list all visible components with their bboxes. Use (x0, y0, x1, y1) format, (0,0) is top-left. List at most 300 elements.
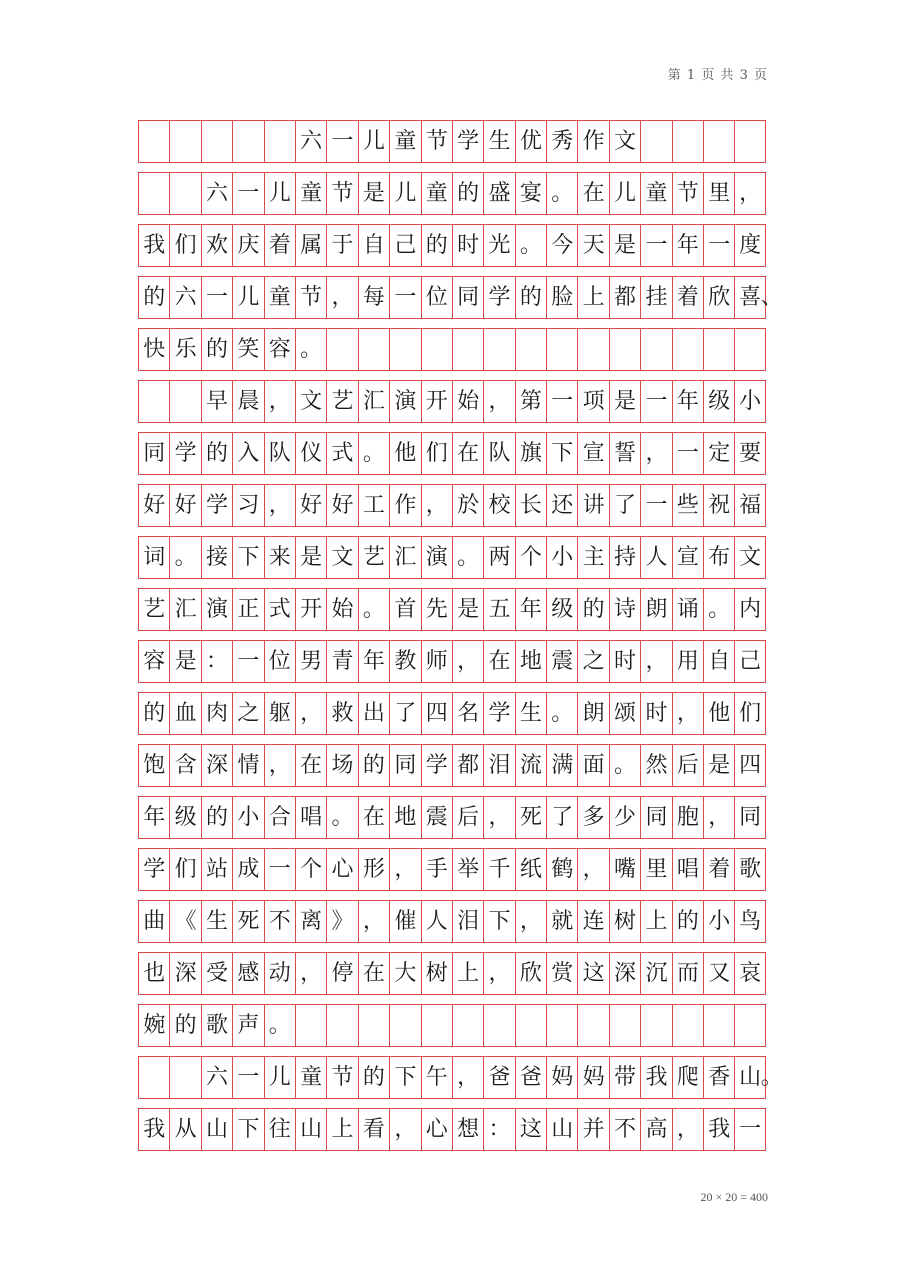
grid-cell: 里 (640, 849, 671, 890)
grid-cell: 式 (264, 589, 295, 630)
grid-cell: 同 (452, 277, 483, 318)
grid-cell: 笑 (232, 329, 263, 370)
grid-cell: 血 (169, 693, 200, 734)
grid-cell: 今 (546, 225, 577, 266)
grid-cell: 想 (452, 1109, 483, 1150)
grid-cell: 的 (138, 693, 169, 734)
grid-cell: 是 (609, 225, 640, 266)
grid-cell: 宣 (672, 537, 703, 578)
grid-cell: 的 (169, 1005, 200, 1046)
grid-cell: 级 (703, 381, 734, 422)
grid-cell: 了 (609, 485, 640, 526)
manuscript-grid (138, 110, 783, 1151)
grid-cell: 。 (546, 173, 577, 214)
grid-cell: 年 (672, 225, 703, 266)
grid-cell: 晨 (232, 381, 263, 422)
grid-cell: 躯 (264, 693, 295, 734)
grid-cell: 欢 (201, 225, 232, 266)
grid-cell: 於 (452, 485, 483, 526)
grid-cell: 香 (703, 1057, 734, 1098)
grid-cell: 生 (483, 121, 514, 162)
grid-cell: 感 (232, 953, 263, 994)
grid-cell: 人 (640, 537, 671, 578)
grid-cell: 童 (389, 121, 420, 162)
grid-cell: 节 (421, 121, 452, 162)
grid-cell: ， (672, 693, 703, 734)
grid-cell: 一 (326, 121, 357, 162)
grid-cell: ， (515, 901, 546, 942)
grid-cell: 成 (232, 849, 263, 890)
grid-cell (421, 1005, 452, 1046)
grid-cell (138, 173, 169, 214)
grid-cell: 来 (264, 537, 295, 578)
grid-cell: 。 (515, 225, 546, 266)
grid-row (138, 640, 766, 683)
grid-cell: 演 (421, 537, 452, 578)
grid-cell: 后 (672, 745, 703, 786)
grid-cell: 同 (389, 745, 420, 786)
grid-cell: 哀 (734, 953, 765, 994)
grid-cell: 生 (515, 693, 546, 734)
grid-cell (672, 329, 703, 370)
grid-cell: 上 (640, 901, 671, 942)
grid-row (138, 848, 766, 891)
grid-cell: 儿 (358, 121, 389, 162)
grid-row (138, 432, 766, 475)
grid-cell: 然 (640, 745, 671, 786)
grid-cell: 多 (577, 797, 608, 838)
grid-cell: 学 (201, 485, 232, 526)
grid-cell: 同 (640, 797, 671, 838)
grid-cell: 情 (232, 745, 263, 786)
grid-cell: 《 (169, 901, 200, 942)
grid-cell (546, 329, 577, 370)
grid-cell: 上 (326, 1109, 357, 1150)
grid-cell: 是 (295, 537, 326, 578)
grid-cell: 妈 (577, 1057, 608, 1098)
grid-cell (138, 381, 169, 422)
grid-cell: 儿 (264, 173, 295, 214)
grid-cell: 小 (232, 797, 263, 838)
grid-cell: ， (326, 277, 357, 318)
grid-cell: 名 (452, 693, 483, 734)
grid-cell: 是 (358, 173, 389, 214)
grid-cell: 早 (201, 381, 232, 422)
grid-cell: 少 (609, 797, 640, 838)
grid-cell: 童 (421, 173, 452, 214)
grid-cell: 满 (546, 745, 577, 786)
grid-cell (640, 1005, 671, 1046)
grid-cell: 一 (640, 485, 671, 526)
grid-cell: 从 (169, 1109, 200, 1150)
grid-cell: 下 (232, 1109, 263, 1150)
grid-cell: 宴 (515, 173, 546, 214)
grid-cell: 属 (295, 225, 326, 266)
grid-cell: 爬 (672, 1057, 703, 1098)
grid-cell: 童 (640, 173, 671, 214)
grid-cell: 不 (264, 901, 295, 942)
grid-cell: 秀 (546, 121, 577, 162)
grid-cell: 动 (264, 953, 295, 994)
grid-cell: 手 (421, 849, 452, 890)
grid-cell: 节 (326, 1057, 357, 1098)
grid-cell: 催 (389, 901, 420, 942)
grid-cell: 这 (515, 1109, 546, 1150)
grid-cell (577, 329, 608, 370)
grid-cell: 讲 (577, 485, 608, 526)
grid-cell: 儿 (389, 173, 420, 214)
grid-cell: 鹤 (546, 849, 577, 890)
grid-cell: 是 (452, 589, 483, 630)
grid-cell: 学 (483, 277, 514, 318)
grid-cell: 我 (703, 1109, 734, 1150)
grid-cell: 婉 (138, 1005, 169, 1046)
grid-cell: 每 (358, 277, 389, 318)
grid-cell: 师 (421, 641, 452, 682)
grid-row (138, 536, 766, 579)
grid-row (138, 952, 766, 995)
grid-cell: 深 (169, 953, 200, 994)
grid-cell: 主 (577, 537, 608, 578)
grid-cell (264, 121, 295, 162)
grid-cell: 不 (609, 1109, 640, 1150)
grid-cell: 祝 (703, 485, 734, 526)
grid-cell: 级 (169, 797, 200, 838)
grid-cell (201, 121, 232, 162)
grid-cell: 他 (389, 433, 420, 474)
grid-cell: 我 (640, 1057, 671, 1098)
grid-cell: 。 (169, 537, 200, 578)
grid-cell: 庆 (232, 225, 263, 266)
grid-cell: 妈 (546, 1057, 577, 1098)
grid-cell: 一 (734, 1109, 765, 1150)
grid-cell: 都 (609, 277, 640, 318)
grid-cell: 年 (138, 797, 169, 838)
grid-cell (326, 1005, 357, 1046)
grid-row (138, 796, 766, 839)
grid-cell: 学 (452, 121, 483, 162)
grid-cell: ， (389, 849, 420, 890)
grid-cell: 诵 (672, 589, 703, 630)
grid-cell: 心 (421, 1109, 452, 1150)
grid-cell: 开 (421, 381, 452, 422)
grid-cell: 四 (734, 745, 765, 786)
grid-cell: 。 (264, 1005, 295, 1046)
grid-cell: 一 (640, 225, 671, 266)
grid-cell (703, 1005, 734, 1046)
grid-cell: 。 (546, 693, 577, 734)
grid-cell: 作 (577, 121, 608, 162)
grid-cell: 饱 (138, 745, 169, 786)
grid-cell: 六 (201, 173, 232, 214)
grid-cell: 。 (609, 745, 640, 786)
grid-cell: 第 (515, 381, 546, 422)
grid-cell: 他 (703, 693, 734, 734)
grid-cell: 六 (295, 121, 326, 162)
grid-cell (703, 121, 734, 162)
grid-cell: 儿 (264, 1057, 295, 1098)
grid-cell: ， (483, 797, 514, 838)
grid-cell: 正 (232, 589, 263, 630)
grid-cell: 流 (515, 745, 546, 786)
grid-cell: 下 (389, 1057, 420, 1098)
grid-cell: 举 (452, 849, 483, 890)
grid-cell: 始 (452, 381, 483, 422)
grid-cell: 时 (640, 693, 671, 734)
grid-cell: ， (577, 849, 608, 890)
grid-cell: 在 (577, 173, 608, 214)
grid-cell: 节 (672, 173, 703, 214)
grid-row (138, 276, 783, 319)
grid-cell: 们 (734, 693, 765, 734)
grid-cell: 看 (358, 1109, 389, 1150)
grid-cell: 优 (515, 121, 546, 162)
grid-cell: 文 (295, 381, 326, 422)
grid-cell: ： (201, 641, 232, 682)
grid-cell: 嘴 (609, 849, 640, 890)
overflow-punctuation: 、 (760, 284, 783, 310)
grid-cell: 六 (201, 1057, 232, 1098)
page-indicator: 第 1 页 共 3 页 (667, 68, 768, 83)
grid-cell: 童 (264, 277, 295, 318)
grid-cell: 了 (389, 693, 420, 734)
grid-cell: 队 (264, 433, 295, 474)
grid-cell: 位 (421, 277, 452, 318)
grid-cell: 容 (138, 641, 169, 682)
grid-cell: 出 (358, 693, 389, 734)
grid-cell: 下 (232, 537, 263, 578)
grid-cell: 爸 (483, 1057, 514, 1098)
grid-cell: 往 (264, 1109, 295, 1150)
grid-cell: 震 (421, 797, 452, 838)
grid-cell: 赏 (546, 953, 577, 994)
grid-cell (609, 1005, 640, 1046)
grid-cell (169, 1057, 200, 1098)
grid-cell: 艺 (138, 589, 169, 630)
grid-cell: 深 (609, 953, 640, 994)
grid-cell: ， (483, 381, 514, 422)
grid-row (138, 744, 766, 787)
grid-cell (452, 329, 483, 370)
grid-cell: 教 (389, 641, 420, 682)
grid-cell: 男 (295, 641, 326, 682)
grid-cell (640, 121, 671, 162)
grid-cell: 快 (138, 329, 169, 370)
grid-cell: 欣 (515, 953, 546, 994)
grid-cell: 是 (703, 745, 734, 786)
grid-cell: ， (389, 1109, 420, 1150)
grid-cell: 人 (421, 901, 452, 942)
grid-cell: 节 (326, 173, 357, 214)
grid-cell: 一 (201, 277, 232, 318)
grid-cell (703, 329, 734, 370)
grid-cell: 诗 (609, 589, 640, 630)
grid-cell: ， (358, 901, 389, 942)
grid-cell: ： (483, 1109, 514, 1150)
grid-cell: 又 (703, 953, 734, 994)
grid-cell: 在 (483, 641, 514, 682)
grid-cell: ， (734, 173, 765, 214)
grid-cell: 同 (734, 797, 765, 838)
grid-cell: 度 (734, 225, 765, 266)
grid-cell: 在 (452, 433, 483, 474)
grid-row (138, 380, 766, 423)
grid-cell: 己 (734, 641, 765, 682)
grid-cell: 带 (609, 1057, 640, 1098)
grid-cell (452, 1005, 483, 1046)
grid-cell: 汇 (358, 381, 389, 422)
grid-cell: 而 (672, 953, 703, 994)
grid-cell: 。 (358, 589, 389, 630)
grid-cell: 泪 (483, 745, 514, 786)
grid-cell: 盛 (483, 173, 514, 214)
grid-cell (515, 329, 546, 370)
grid-cell (672, 121, 703, 162)
grid-cell: 乐 (169, 329, 200, 370)
grid-cell: 好 (326, 485, 357, 526)
grid-cell (640, 329, 671, 370)
grid-cell: 的 (421, 225, 452, 266)
grid-cell (609, 329, 640, 370)
grid-cell: 己 (389, 225, 420, 266)
grid-cell (515, 1005, 546, 1046)
grid-cell: 合 (264, 797, 295, 838)
grid-cell: 时 (609, 641, 640, 682)
grid-cell: 项 (577, 381, 608, 422)
grid-cell: 一 (389, 277, 420, 318)
grid-cell: 午 (421, 1057, 452, 1098)
grid-cell: 在 (358, 953, 389, 994)
grid-cell: 一 (232, 1057, 263, 1098)
grid-cell: 歌 (201, 1005, 232, 1046)
grid-cell: 个 (295, 849, 326, 890)
grid-cell: 长 (515, 485, 546, 526)
grid-cell: 的 (515, 277, 546, 318)
grid-cell: 小 (734, 381, 765, 422)
grid-cell: 汇 (169, 589, 200, 630)
grid-cell: 文 (609, 121, 640, 162)
grid-cell: 的 (358, 745, 389, 786)
grid-cell (577, 1005, 608, 1046)
grid-cell: 自 (703, 641, 734, 682)
grid-cell: 脸 (546, 277, 577, 318)
grid-cell: 一 (703, 225, 734, 266)
grid-cell: 爸 (515, 1057, 546, 1098)
grid-cell: 时 (452, 225, 483, 266)
grid-cell: 的 (201, 329, 232, 370)
grid-cell: ， (264, 381, 295, 422)
grid-cell (358, 1005, 389, 1046)
grid-cell: 一 (232, 173, 263, 214)
grid-cell: 一 (546, 381, 577, 422)
grid-cell: ， (640, 433, 671, 474)
grid-cell: 是 (169, 641, 200, 682)
grid-cell: 儿 (232, 277, 263, 318)
grid-cell: 的 (201, 433, 232, 474)
grid-cell: 形 (358, 849, 389, 890)
grid-cell: 面 (577, 745, 608, 786)
grid-cell: 的 (672, 901, 703, 942)
grid-cell: 挂 (640, 277, 671, 318)
grid-cell: ， (640, 641, 671, 682)
grid-cell: 下 (546, 433, 577, 474)
grid-cell: 内 (734, 589, 765, 630)
grid-cell: 童 (295, 173, 326, 214)
grid-cell: 的 (201, 797, 232, 838)
grid-cell: 作 (389, 485, 420, 526)
grid-cell (734, 1005, 765, 1046)
grid-cell: 。 (703, 589, 734, 630)
grid-cell: 都 (452, 745, 483, 786)
grid-cell (389, 329, 420, 370)
grid-cell: 校 (483, 485, 514, 526)
grid-row (138, 588, 766, 631)
grid-cell: 布 (703, 537, 734, 578)
overflow-punctuation: 。 (760, 1064, 783, 1090)
grid-cell: 的 (452, 173, 483, 214)
grid-cell: 宣 (577, 433, 608, 474)
grid-cell: 在 (295, 745, 326, 786)
grid-cell: 定 (703, 433, 734, 474)
grid-cell: 始 (326, 589, 357, 630)
grid-cell: 好 (295, 485, 326, 526)
grid-cell: 习 (232, 485, 263, 526)
grid-cell (169, 121, 200, 162)
grid-cell (295, 1005, 326, 1046)
grid-cell: 仪 (295, 433, 326, 474)
grid-cell: 用 (672, 641, 703, 682)
grid-cell: 节 (295, 277, 326, 318)
grid-cell: 站 (201, 849, 232, 890)
grid-cell: 首 (389, 589, 420, 630)
grid-cell: 树 (609, 901, 640, 942)
grid-cell: 之 (232, 693, 263, 734)
grid-cell: 位 (264, 641, 295, 682)
grid-cell: 小 (703, 901, 734, 942)
grid-cell: 两 (483, 537, 514, 578)
grid-cell (358, 329, 389, 370)
grid-cell: 一 (640, 381, 671, 422)
grid-cell: 喜 、 (734, 277, 765, 318)
grid-row (138, 120, 766, 163)
grid-cell: 沉 (640, 953, 671, 994)
grid-cell: 们 (421, 433, 452, 474)
grid-cell: 颂 (609, 693, 640, 734)
grid-cell: 树 (421, 953, 452, 994)
grid-cell: 连 (577, 901, 608, 942)
grid-cell: ， (295, 693, 326, 734)
grid-cell: ， (452, 1057, 483, 1098)
grid-cell: 艺 (358, 537, 389, 578)
grid-cell (421, 329, 452, 370)
grid-cell: 地 (389, 797, 420, 838)
grid-cell: 持 (609, 537, 640, 578)
grid-cell: 年 (672, 381, 703, 422)
grid-cell: 年 (515, 589, 546, 630)
grid-cell: ， (452, 641, 483, 682)
grid-cell: 也 (138, 953, 169, 994)
grid-cell: 儿 (609, 173, 640, 214)
grid-cell: 。 (452, 537, 483, 578)
grid-cell: 演 (389, 381, 420, 422)
grid-cell: 离 (295, 901, 326, 942)
grid-cell: 肉 (201, 693, 232, 734)
grid-cell: 汇 (389, 537, 420, 578)
grid-cell: 还 (546, 485, 577, 526)
grid-cell: 地 (515, 641, 546, 682)
grid-cell: 接 (201, 537, 232, 578)
grid-cell: ， (421, 485, 452, 526)
